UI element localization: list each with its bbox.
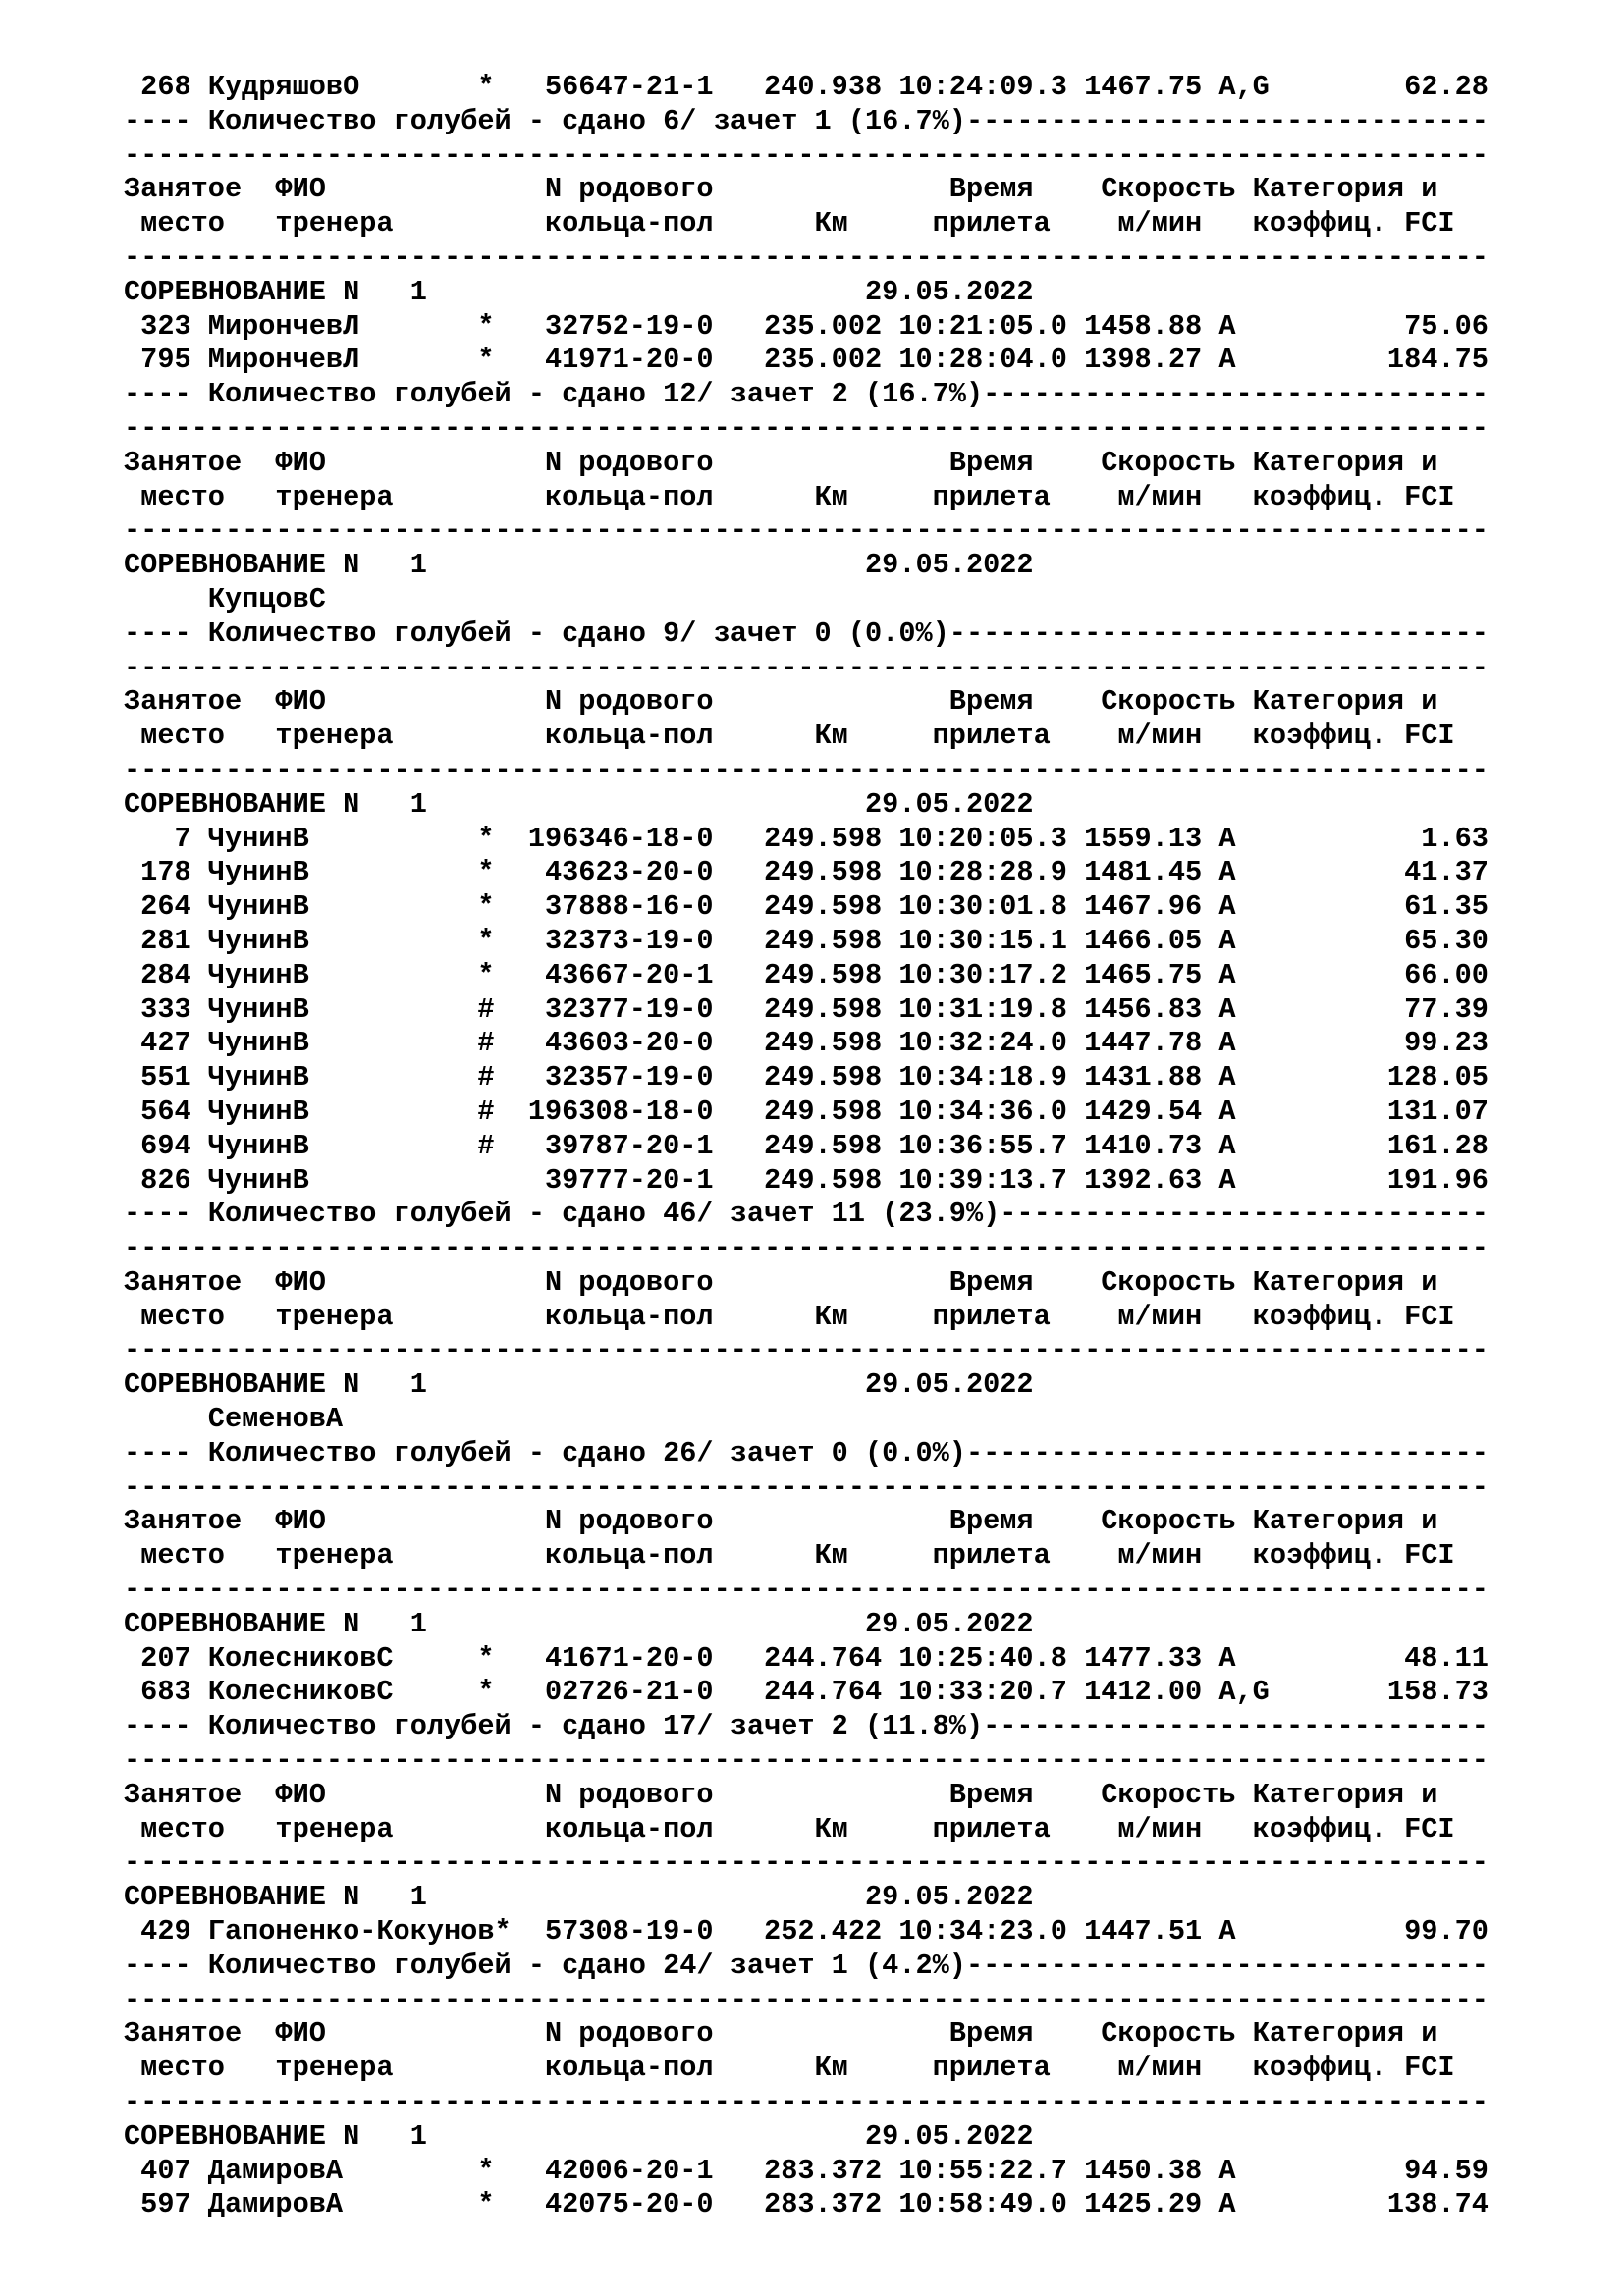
fancier-name-line: СеменовА <box>124 1403 344 1436</box>
separator-line: --------------------------------------------------------------------------------- <box>124 1983 1489 2016</box>
separator-line: --------------------------------------------------------------------------------- <box>124 1846 1489 1880</box>
column-header: Занятое ФИО N родового Время Скорость Категория и <box>124 173 1438 206</box>
competition-header: СОРЕВНОВАНИЕ N 1 29.05.2022 <box>124 2119 1034 2153</box>
result-row: 564 ЧунинВ # 196308-18-0 249.598 10:34:36.0 1429.54 A 131.07 <box>124 1095 1489 1128</box>
summary-line: ---- Количество голубей - сдано 12/ зачет 2 (16.7%)------------------------------ <box>124 378 1489 411</box>
column-header: Занятое ФИО N родового Время Скорость Категория и <box>124 1505 1438 1538</box>
result-row: 826 ЧунинВ 39777-20-1 249.598 10:39:13.7 1392.63 A 191.96 <box>124 1163 1489 1197</box>
separator-line: --------------------------------------------------------------------------------- <box>124 411 1489 445</box>
result-row: 407 ДамировА * 42006-20-1 283.372 10:55:22.7 1450.38 A 94.59 <box>124 2154 1489 2187</box>
column-header: место тренера кольца-пол Км прилета м/мин коэффиц. FCI <box>124 207 1455 240</box>
column-header: Занятое ФИО N родового Время Скорость Категория и <box>124 446 1438 479</box>
separator-line: --------------------------------------------------------------------------------- <box>124 1574 1489 1607</box>
column-header: Занятое ФИО N родового Время Скорость Категория и <box>124 1265 1438 1299</box>
result-row: 207 КолесниковС * 41671-20-0 244.764 10:25:40.8 1477.33 A 48.11 <box>124 1641 1489 1675</box>
separator-line: --------------------------------------------------------------------------------- <box>124 1334 1489 1367</box>
competition-header: СОРЕВНОВАНИЕ N 1 29.05.2022 <box>124 1368 1034 1402</box>
result-row: 694 ЧунинВ # 39787-20-1 249.598 10:36:55.7 1410.73 A 161.28 <box>124 1129 1489 1162</box>
result-row: 597 ДамировА * 42075-20-0 283.372 10:58:49.0 1425.29 A 138.74 <box>124 2188 1489 2221</box>
summary-line: ---- Количество голубей - сдано 24/ зачет 1 (4.2%)------------------------------- <box>124 1949 1489 1982</box>
fancier-name-line: КупцовС <box>124 582 326 615</box>
column-header: место тренера кольца-пол Км прилета м/мин коэффиц. FCI <box>124 2052 1455 2085</box>
separator-line: --------------------------------------------------------------------------------- <box>124 1470 1489 1504</box>
column-header: место тренера кольца-пол Км прилета м/мин коэффиц. FCI <box>124 1812 1455 1845</box>
column-header: Занятое ФИО N родового Время Скорость Категория и <box>124 2017 1438 2051</box>
result-row: 284 ЧунинВ * 43667-20-1 249.598 10:30:17.2 1465.75 A 66.00 <box>124 958 1489 991</box>
separator-line: --------------------------------------------------------------------------------- <box>124 1744 1489 1778</box>
result-row: 264 ЧунинВ * 37888-16-0 249.598 10:30:01.8 1467.96 A 61.35 <box>124 890 1489 924</box>
competition-header: СОРЕВНОВАНИЕ N 1 29.05.2022 <box>124 275 1034 308</box>
result-row: 281 ЧунинВ * 32373-19-0 249.598 10:30:15.1 1466.05 A 65.30 <box>124 924 1489 957</box>
summary-line: ---- Количество голубей - сдано 9/ зачет 0 (0.0%)-------------------------------- <box>124 616 1489 650</box>
result-row: 429 Гапоненко-Кокунов* 57308-19-0 252.422 10:34:23.0 1447.51 A 99.70 <box>124 1915 1489 1949</box>
column-header: место тренера кольца-пол Км прилета м/мин коэффиц. FCI <box>124 480 1455 513</box>
result-row: 683 КолесниковС * 02726-21-0 244.764 10:33:20.7 1412.00 A,G 158.73 <box>124 1676 1489 1709</box>
competition-header: СОРЕВНОВАНИЕ N 1 29.05.2022 <box>124 1607 1034 1640</box>
separator-line: --------------------------------------------------------------------------------- <box>124 138 1489 172</box>
separator-line: --------------------------------------------------------------------------------- <box>124 753 1489 786</box>
result-row: 323 МирончевЛ * 32752-19-0 235.002 10:21:05.0 1458.88 A 75.06 <box>124 309 1489 343</box>
separator-line: --------------------------------------------------------------------------------- <box>124 2086 1489 2119</box>
summary-line: ---- Количество голубей - сдано 6/ зачет 1 (16.7%)------------------------------- <box>124 104 1489 137</box>
column-header: Занятое ФИО N родового Время Скорость Категория и <box>124 685 1438 719</box>
result-row: 333 ЧунинВ # 32377-19-0 249.598 10:31:19.8 1456.83 A 77.39 <box>124 992 1489 1026</box>
results-page <box>124 71 1616 2222</box>
competition-header: СОРЕВНОВАНИЕ N 1 29.05.2022 <box>124 549 1034 582</box>
separator-line: --------------------------------------------------------------------------------- <box>124 651 1489 684</box>
column-header: место тренера кольца-пол Км прилета м/мин коэффиц. FCI <box>124 1539 1455 1573</box>
competition-header: СОРЕВНОВАНИЕ N 1 29.05.2022 <box>124 1881 1034 1914</box>
summary-line: ---- Количество голубей - сдано 17/ зачет 2 (11.8%)------------------------------ <box>124 1710 1489 1743</box>
column-header: место тренера кольца-пол Км прилета м/мин коэффиц. FCI <box>124 720 1455 753</box>
column-header: место тренера кольца-пол Км прилета м/мин коэффиц. FCI <box>124 1300 1455 1333</box>
separator-line: --------------------------------------------------------------------------------- <box>124 514 1489 548</box>
result-row: 268 КудряшовО * 56647-21-1 240.938 10:24:09.3 1467.75 A,G 62.28 <box>124 71 1489 103</box>
result-row: 178 ЧунинВ * 43623-20-0 249.598 10:28:28.9 1481.45 A 41.37 <box>124 856 1489 889</box>
result-row: 427 ЧунинВ # 43603-20-0 249.598 10:32:24.0 1447.78 A 99.23 <box>124 1027 1489 1060</box>
competition-header: СОРЕВНОВАНИЕ N 1 29.05.2022 <box>124 787 1034 821</box>
summary-line: ---- Количество голубей - сдано 26/ зачет 0 (0.0%)------------------------------- <box>124 1436 1489 1469</box>
separator-line: --------------------------------------------------------------------------------- <box>124 1232 1489 1265</box>
separator-line: --------------------------------------------------------------------------------- <box>124 240 1489 274</box>
column-header: Занятое ФИО N родового Время Скорость Категория и <box>124 1778 1438 1811</box>
result-row: 551 ЧунинВ # 32357-19-0 249.598 10:34:18.9 1431.88 A 128.05 <box>124 1061 1489 1095</box>
result-row: 795 МирончевЛ * 41971-20-0 235.002 10:28:04.0 1398.27 A 184.75 <box>124 344 1489 377</box>
summary-line: ---- Количество голубей - сдано 46/ зачет 11 (23.9%)----------------------------- <box>124 1198 1489 1231</box>
result-row: 7 ЧунинВ * 196346-18-0 249.598 10:20:05.3 1559.13 A 1.63 <box>124 822 1489 855</box>
